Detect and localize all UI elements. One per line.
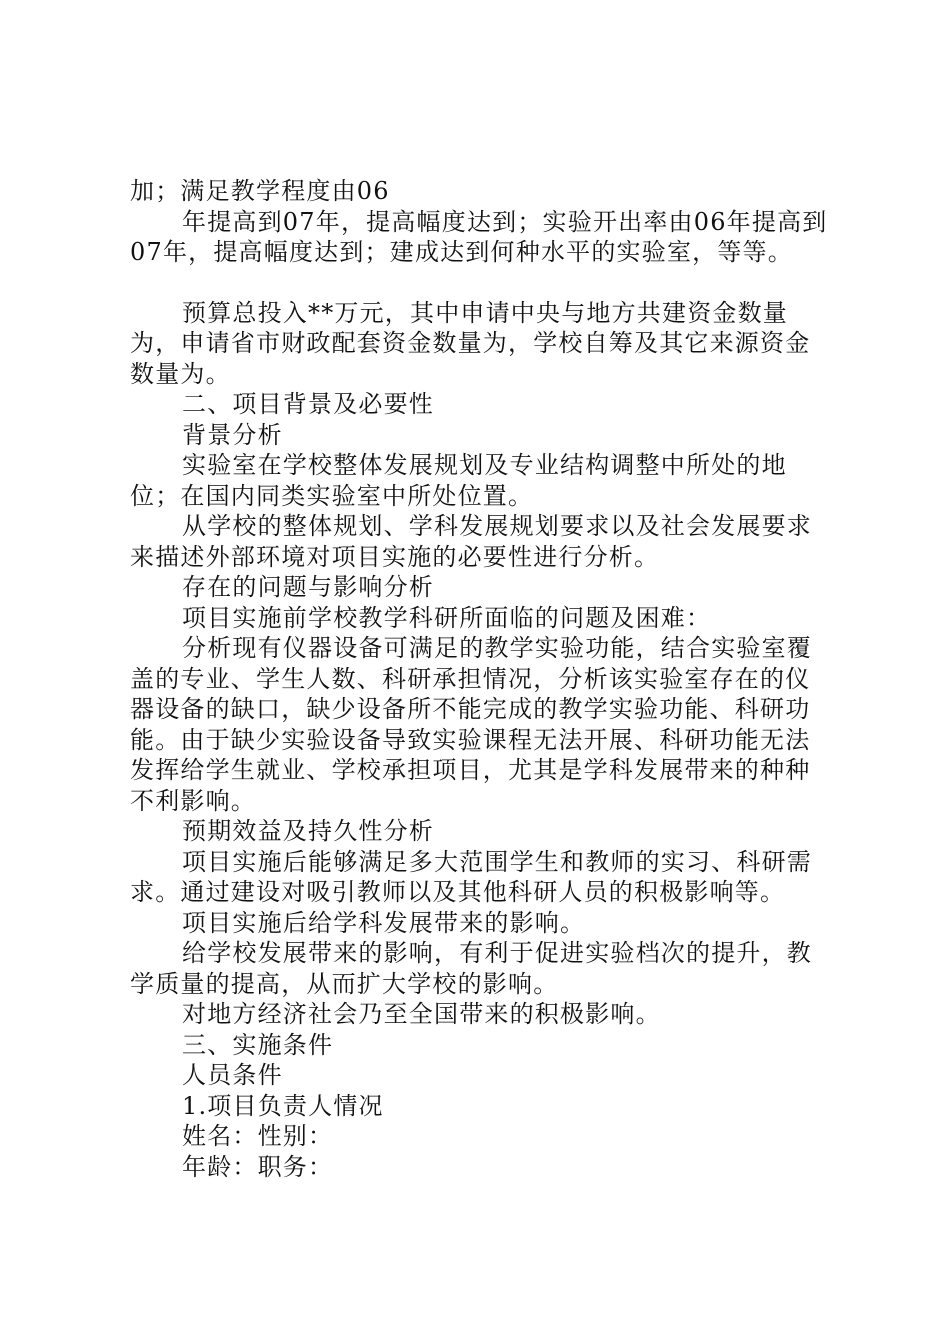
- subheading-personnel: 人员条件: [182, 1061, 283, 1089]
- section-heading-background: 二、项目背景及必要性: [182, 390, 434, 418]
- paragraph-discipline-impact: 项目实施后给学科发展带来的影响。: [182, 908, 586, 937]
- section-heading-conditions: 三、实施条件: [182, 1030, 334, 1059]
- paragraph-intro-fragment: 加；满足教学程度由06: [130, 177, 390, 205]
- field-name-gender: 姓名：性别：: [182, 1122, 334, 1150]
- paragraph-equipment-gap: 分析现有仪器设备可满足的教学实验功能，结合实验室覆盖的专业、学生人数、科研承担情况，分析该实验室存在的仪器设备的缺口，缺少设备所不能完成的教学实验功能、科研功能。由于缺少实验设备导致实验课程无法开展、科研功能无法发挥给学生就业、学校承担项目，尤其是学科发展带来的种种不利影响。: [130, 634, 812, 815]
- paragraph-improvement-goals: 年提高到07年，提高幅度达到；实验开出率由06年提高到07年，提高幅度达到；建成达到何种水平的实验室，等等。: [130, 207, 828, 266]
- paragraph-problems-before: 项目实施前学校教学科研所面临的问题及困难：: [182, 603, 712, 632]
- field-age-position: 年龄：职务：: [182, 1152, 334, 1181]
- paragraph-budget: 预算总投入**万元，其中申请中央与地方共建资金数量为，申请省市财政配套资金数量为，学校自筹及其它来源资金数量为。: [130, 298, 811, 388]
- paragraph-school-impact: 给学校发展带来的影响，有利于促进实验档次的提升，教学质量的提高，从而扩大学校的影响。: [130, 939, 812, 998]
- document-body: [130, 176, 835, 1182]
- paragraph-lab-position: 实验室在学校整体发展规划及专业结构调整中所处的地位；在国内同类实验室中所处位置。: [130, 451, 787, 510]
- subheading-expected-benefits: 预期效益及持久性分析: [182, 817, 434, 845]
- subheading-background-analysis: 背景分析: [182, 420, 283, 449]
- paragraph-regional-impact: 对地方经济社会乃至全国带来的积极影响。: [182, 1000, 661, 1028]
- item-project-leader: 1.项目负责人情况: [182, 1091, 384, 1120]
- paragraph-benefits-scope: 项目实施后能够满足多大范围学生和教师的实习、科研需求。通过建设对吸引教师以及其他科研人员的积极影响等。: [130, 847, 812, 906]
- subheading-problems-analysis: 存在的问题与影响分析: [182, 573, 434, 601]
- paragraph-external-environment: 从学校的整体规划、学科发展规划要求以及社会发展要求来描述外部环境对项目实施的必要性进行分析。: [130, 512, 812, 571]
